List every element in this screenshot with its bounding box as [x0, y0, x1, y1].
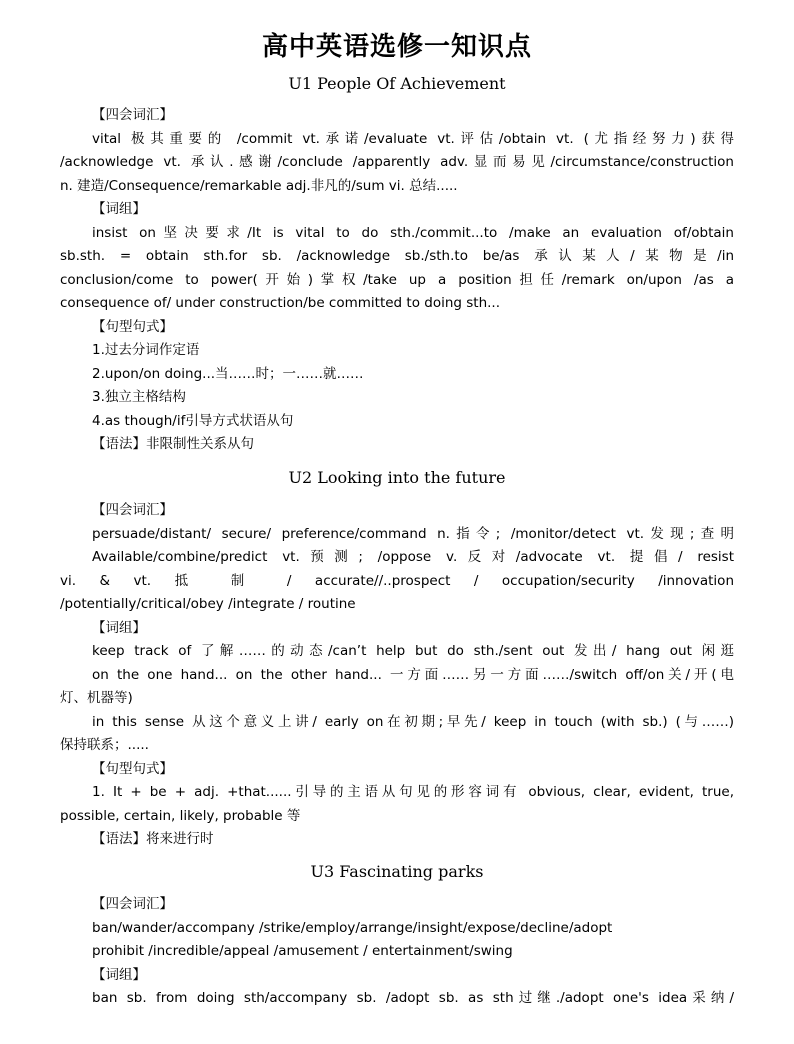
- section-label-vocab: 【四会词汇】: [92, 502, 173, 518]
- section-label-vocab: 【四会词汇】: [92, 896, 173, 912]
- text-line: ban sb. from doing sth/accompany sb. /adopt sb. as sth过继./adopt one's idea采纳/: [92, 990, 734, 1006]
- text-line: /acknowledge vt. 承认.感谢/conclude /apparently adv.显而易见/circumstance/construction: [60, 154, 734, 170]
- text-line: vital 极其重要的 /commit vt.承诺/evaluate vt.评估/obtain vt. (尤指经努力)获得: [92, 131, 734, 147]
- text-line: 灯、机器等): [60, 690, 133, 706]
- unit-heading: U2 Looking into the future: [288, 468, 506, 487]
- text-line: on the one hand... on the other hand... 一方面……另一方面……/switch off/on关/开(电: [92, 667, 734, 683]
- text-line: keep track of 了解……的动态/can’t help but do sth./sent out 发出/ hang out 闲逛: [92, 643, 734, 659]
- list-item: 4.as though/if引导方式状语从句: [92, 413, 294, 429]
- section-label-grammar: 【语法】将来进行时: [92, 831, 214, 847]
- list-item: 1.过去分词作定语: [92, 342, 200, 358]
- list-item: 2.upon/on doing...当……时；一……就……: [92, 366, 364, 382]
- text-line: Available/combine/predict vt.预测; /oppose v.反对/advocate vt. 提倡/ resist: [92, 549, 734, 565]
- section-label-sentences: 【句型句式】: [92, 319, 173, 335]
- text-line: n. 建造/Consequence/remarkable adj.非凡的/sum vi. 总结.....: [60, 178, 458, 194]
- text-line: sb.sth. = obtain sth.for sb. /acknowledge sb./sth.to be/as 承认某人/某物是/in: [60, 248, 734, 264]
- section-label-phrases: 【词组】: [92, 620, 146, 636]
- section-label-grammar: 【语法】非限制性关系从句: [92, 436, 254, 452]
- text-line: persuade/distant/ secure/ preference/command n.指令; /monitor/detect vt.发现;查明: [92, 526, 734, 542]
- text-line: in this sense 从这个意义上讲/ early on在初期;早先/ keep in touch (with sb.) (与……): [92, 714, 734, 730]
- unit-heading: U1 People Of Achievement: [288, 74, 506, 93]
- text-line: 1. It + be + adj. +that......引导的主语从句见的形容词有 obvious, clear, evident, true,: [92, 784, 734, 800]
- list-item: 3.独立主格结构: [92, 389, 186, 405]
- text-line: possible, certain, likely, probable 等: [60, 808, 301, 824]
- section-label-phrases: 【词组】: [92, 967, 146, 983]
- page-title: 高中英语选修一知识点: [261, 32, 532, 62]
- section-label-vocab: 【四会词汇】: [92, 107, 173, 123]
- text-line: conclusion/come to power(开始)掌权/take up a position担任/remark on/upon /as a: [60, 272, 734, 288]
- text-line: vi. & vt. 抵 制 / accurate//..prospect / occupation/security /innovation: [60, 573, 734, 589]
- unit-heading: U3 Fascinating parks: [310, 862, 484, 881]
- text-line: ban/wander/accompany /strike/employ/arrange/insight/expose/decline/adopt: [92, 920, 613, 936]
- section-label-phrases: 【词组】: [92, 201, 146, 217]
- text-line: 保持联系；.....: [60, 737, 149, 753]
- text-line: prohibit /incredible/appeal /amusement / entertainment/swing: [92, 943, 513, 959]
- section-label-sentences: 【句型句式】: [92, 761, 173, 777]
- text-line: /potentially/critical/obey /integrate / routine: [60, 596, 356, 612]
- text-line: insist on坚决要求/It is vital to do sth./commit...to /make an evaluation of/obtain: [92, 225, 734, 241]
- text-line: consequence of/ under construction/be committed to doing sth...: [60, 295, 501, 311]
